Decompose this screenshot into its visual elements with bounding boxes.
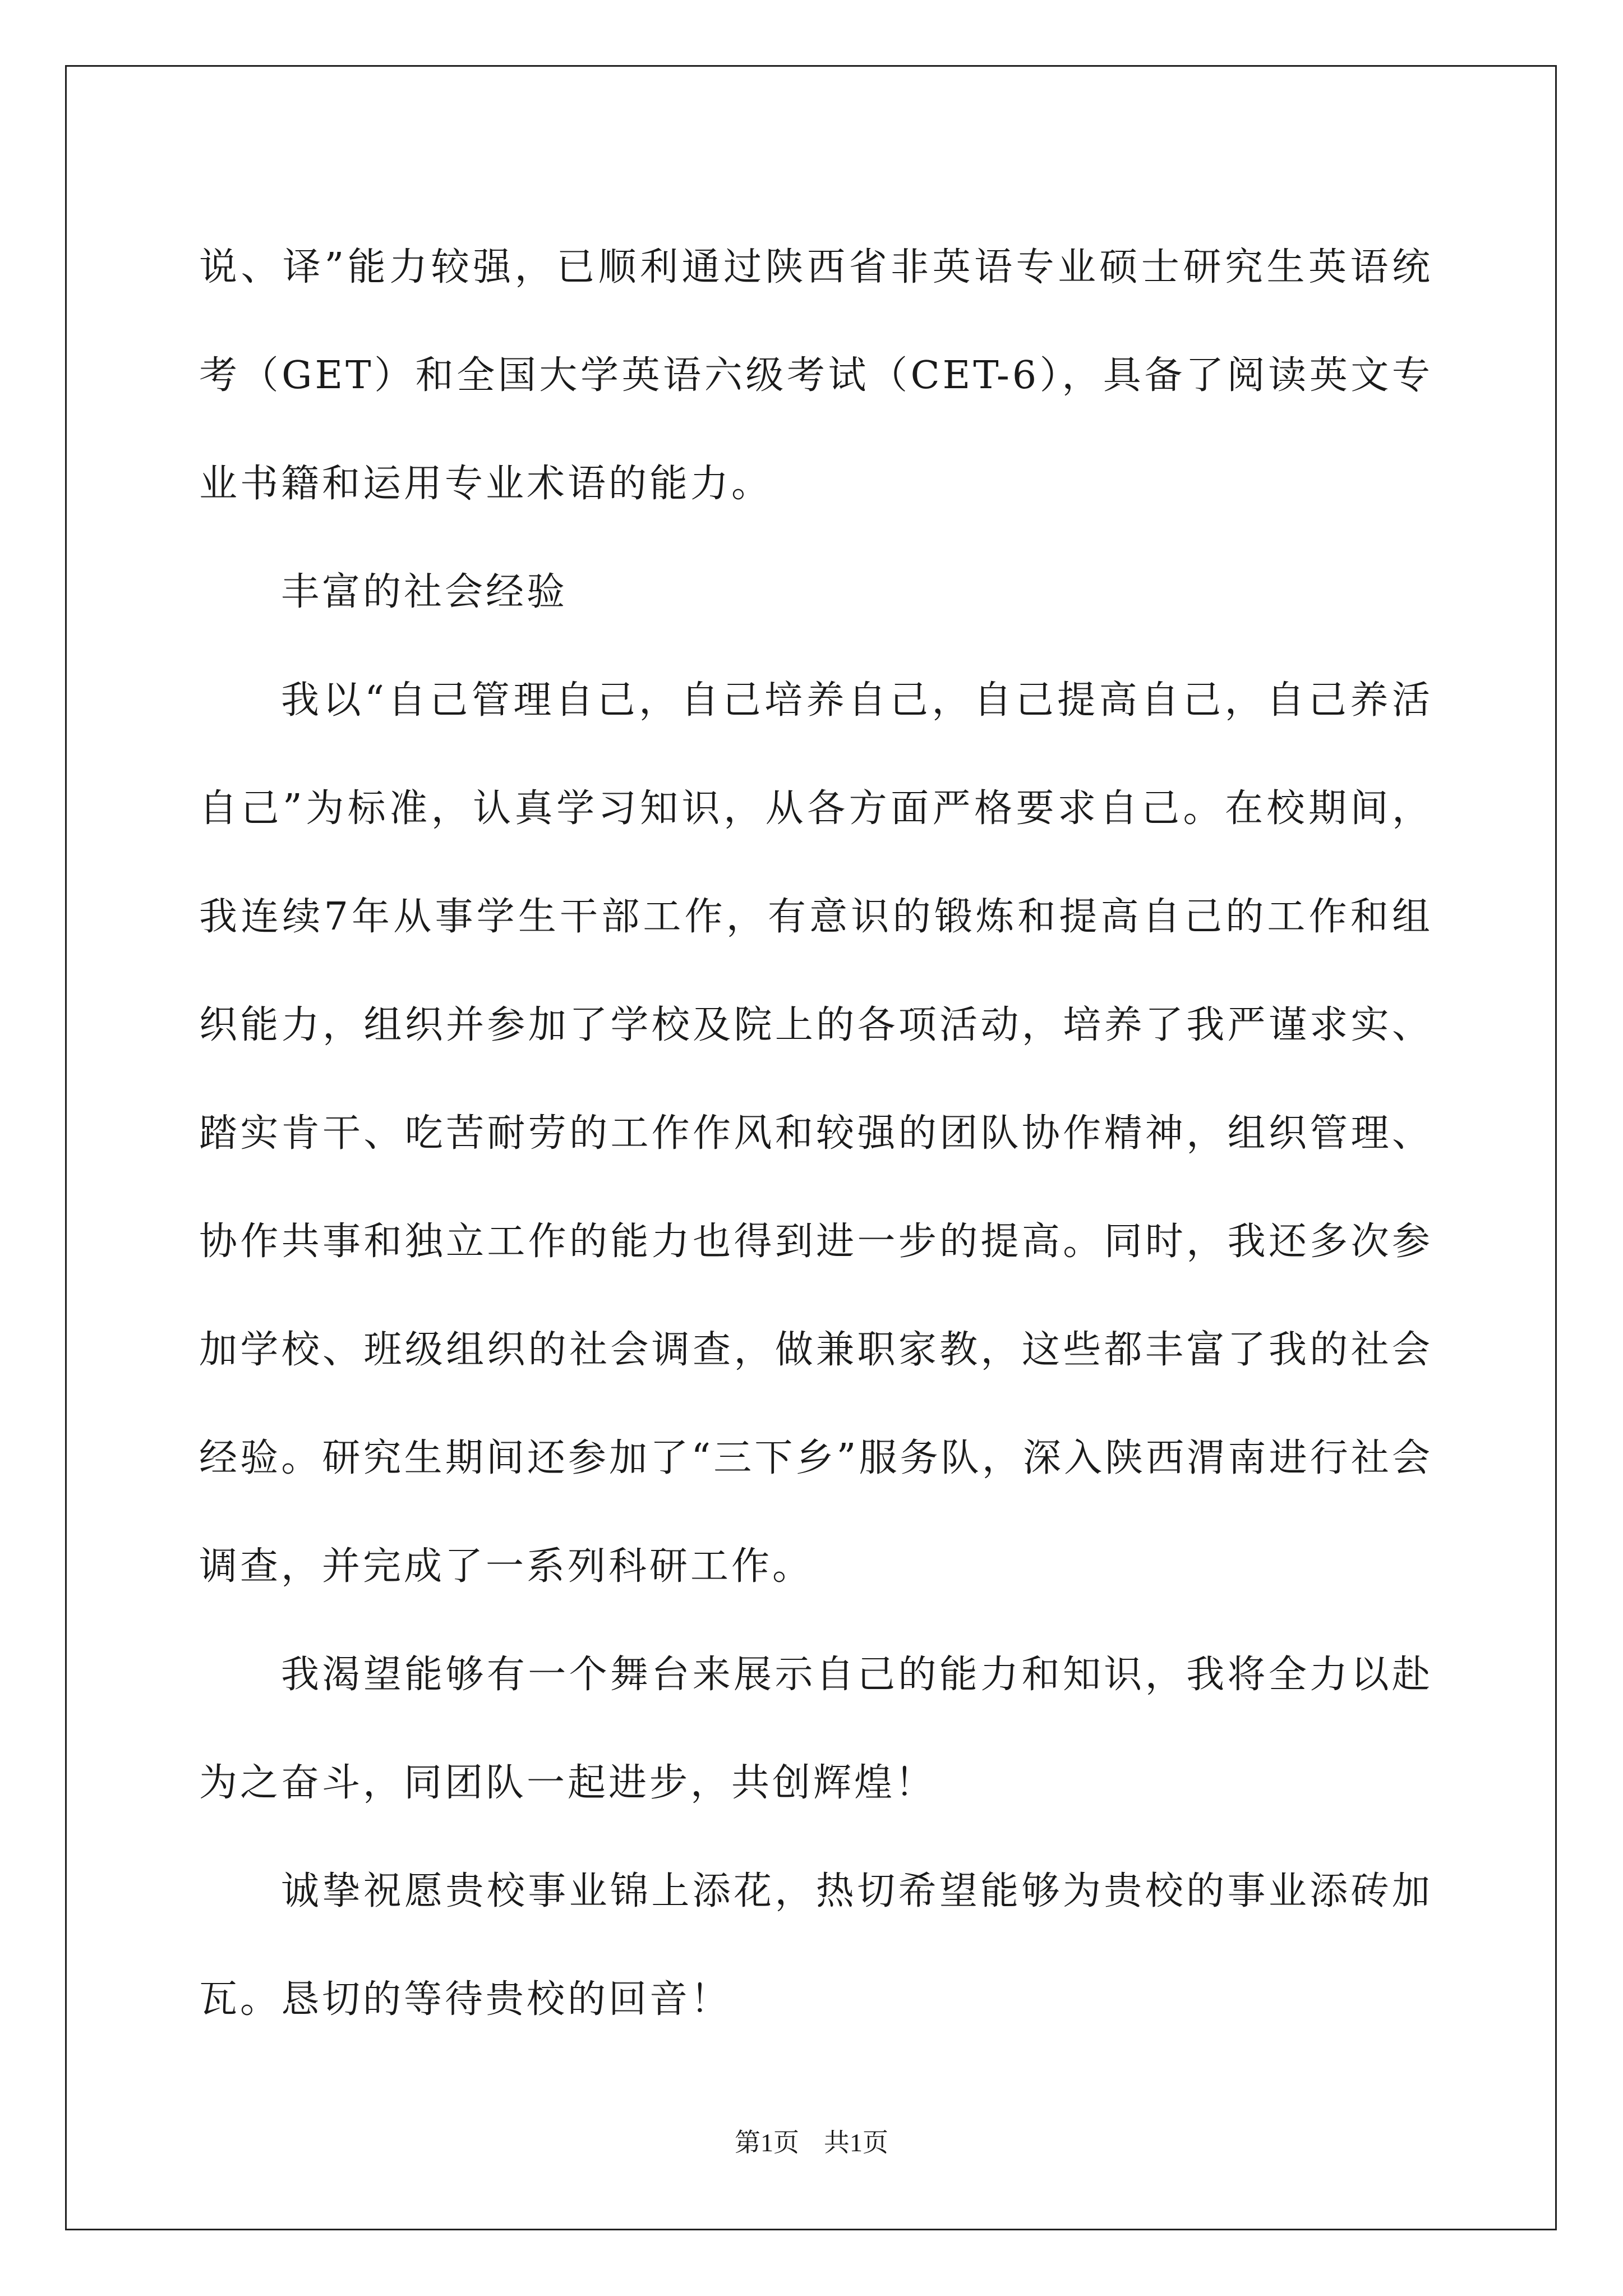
paragraph-experience: 我以“自己管理自己，自己培养自己，自己提高自己，自己养活自己”为标准，认真学习知识，从各方面严格要求自己。在校期间，我连续7年从事学生干部工作，有意识的锻炼和提高自己的工作和组织能力，组织并参加了学校及院上的各项活动，培养了我严谨求实、踏实肯干、吃苦耐劳的工作作风和较强的团队协作精神，组织管理、协作共事和独立工作的能力也得到进一步的提高。同时，我还多次参加学校、班级组织的社会调查，做兼职家教，这些都丰富了我的社会经验。研究生期间还参加了“三下乡”服务队，深入陕西渭南进行社会调查，并完成了一系列科研工作。 <box>199 678 1433 1589</box>
paragraph-closing: 诚挚祝愿贵校事业锦上添花，热切希望能够为贵校的事业添砖加瓦。恳切的等待贵校的回音！ <box>199 1869 1433 2022</box>
section-heading: 丰富的社会经验 <box>281 570 568 614</box>
page-footer <box>0 2126 1623 2160</box>
paragraph-aspiration: 我渴望能够有一个舞台来展示自己的能力和知识，我将全力以赴为之奋斗，同团队一起进步，共创辉煌！ <box>199 1653 1433 1805</box>
page-number-total: 共1页 <box>824 2128 888 2157</box>
document-body <box>199 213 1433 2054</box>
page-number-current: 第1页 <box>735 2128 799 2157</box>
paragraph-continued: 说、译”能力较强，已顺利通过陕西省非英语专业硕士研究生英语统考（GET）和全国大学英语六级考试（CET-6），具备了阅读英文专业书籍和运用专业术语的能力。 <box>199 245 1433 506</box>
